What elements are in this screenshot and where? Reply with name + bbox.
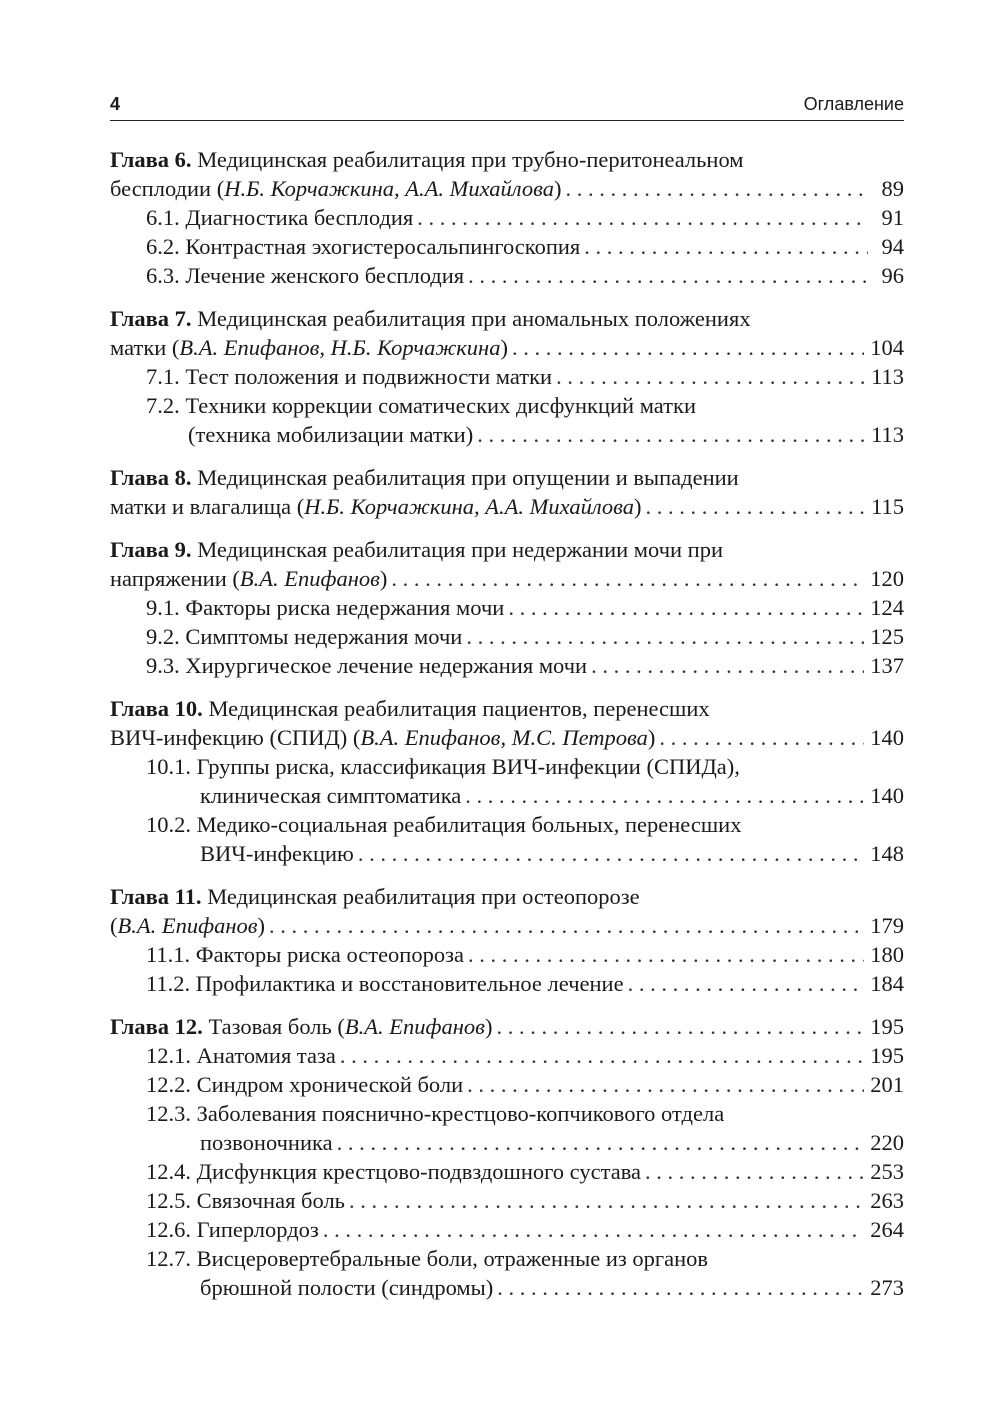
section-title-line: 10.2. Медико-социальная реабилитация больных, перенесших	[146, 812, 742, 837]
toc-entry-line	[110, 651, 904, 680]
section-title: 7.1. Тест положения и подвижности матки	[146, 364, 553, 389]
dot-leader	[556, 362, 865, 391]
entry-text	[146, 593, 508, 622]
chapter-title-end: )	[553, 176, 562, 201]
entry-text	[146, 1157, 645, 1186]
page-ref: 140	[870, 725, 904, 750]
page-ref: 113	[871, 422, 904, 447]
chapter-title-cont: матки и влагалища (	[110, 494, 305, 519]
toc-entry-line	[110, 203, 904, 232]
dot-leader	[496, 1012, 864, 1041]
chapter-block	[110, 463, 904, 521]
running-title: Оглавление	[803, 94, 904, 114]
toc-entry-line	[110, 911, 904, 940]
page-ref: 113	[871, 364, 904, 389]
toc-entry-line	[110, 492, 904, 521]
section-title-cont: клиническая симптоматика	[200, 783, 462, 808]
dot-leader	[512, 333, 864, 362]
toc-entry-line	[110, 232, 904, 261]
section-title-line: 12.7. Висцеровертебральные боли, отраженные из органов	[146, 1246, 709, 1271]
page-ref: 195	[870, 1043, 904, 1068]
dot-leader	[508, 593, 864, 622]
page-ref: 195	[870, 1014, 904, 1039]
page-ref: 124	[870, 595, 904, 620]
chapter-label: Глава 11.	[110, 884, 202, 909]
page-ref: 140	[870, 783, 904, 808]
dot-leader	[468, 261, 868, 290]
dot-leader	[628, 969, 865, 998]
toc-entry-line	[110, 622, 904, 651]
dot-leader	[269, 911, 864, 940]
table-of-contents	[110, 145, 904, 1316]
entry-text	[146, 651, 591, 680]
entry-text	[146, 1070, 467, 1099]
entry-text	[146, 969, 628, 998]
chapter-title-end: )	[647, 725, 656, 750]
section-title: 9.3. Хирургическое лечение недержания мочи	[146, 653, 588, 678]
toc-entry-line	[110, 261, 904, 290]
entry-text	[146, 203, 417, 232]
entry-text	[110, 1012, 496, 1041]
chapter-title-cont: матки (	[110, 335, 180, 360]
dot-leader	[497, 1273, 864, 1302]
section-title: 12.2. Синдром хронической боли	[146, 1072, 464, 1097]
chapter-block	[110, 304, 904, 449]
page-ref: 120	[870, 566, 904, 591]
chapter-label: Глава 9.	[110, 537, 192, 562]
toc-entry-line	[110, 1128, 904, 1157]
toc-entry-line	[110, 1157, 904, 1186]
toc-entry-line	[110, 333, 904, 362]
entry-text	[146, 232, 584, 261]
chapter-authors: В.А. Епифанов	[239, 566, 380, 591]
chapter-title-cont: (	[110, 913, 118, 938]
chapter-block	[110, 694, 904, 868]
chapter-title-end: )	[484, 1014, 493, 1039]
section-title: 9.1. Факторы риска недержания мочи	[146, 595, 505, 620]
section-title: 12.4. Дисфункция крестцово-подвздошного сустава	[146, 1159, 642, 1184]
toc-entry-line	[110, 1041, 904, 1070]
chapter-authors: В.А. Епифанов	[344, 1014, 485, 1039]
toc-entry-line	[110, 1186, 904, 1215]
toc-entry-line	[110, 940, 904, 969]
dot-leader	[468, 940, 864, 969]
toc-entry-line	[110, 174, 904, 203]
page-number: 4	[110, 94, 121, 114]
dot-leader	[565, 174, 868, 203]
chapter-title-end: )	[379, 566, 388, 591]
section-title-cont: ВИЧ-инфекцию	[200, 841, 354, 866]
chapter-title: Медицинская реабилитация при опущении и выпадении	[197, 465, 739, 490]
dot-leader	[591, 651, 864, 680]
entry-text	[110, 333, 512, 362]
toc-entry-line	[110, 362, 904, 391]
entry-text	[110, 492, 646, 521]
entry-text	[146, 1215, 323, 1244]
toc-entry-line	[110, 1070, 904, 1099]
chapter-title: Медицинская реабилитация при остеопорозе	[207, 884, 640, 909]
dot-leader	[349, 1186, 864, 1215]
dot-leader	[340, 1041, 864, 1070]
section-title-cont: брюшной полости (синдромы)	[200, 1275, 494, 1300]
chapter-title-cont: напряжении (	[110, 566, 240, 591]
toc-entry-line	[110, 1012, 904, 1041]
section-title: 6.2. Контрастная эхогистеросальпингоскопия	[146, 234, 581, 259]
chapter-title-cont: бесплодии (	[110, 176, 225, 201]
chapter-authors: В.А. Епифанов, М.С. Петрова	[360, 725, 648, 750]
entry-text	[146, 940, 468, 969]
entry-text	[146, 1186, 349, 1215]
dot-leader	[646, 492, 866, 521]
chapter-authors: Н.Б. Корчажкина, А.А. Михайлова	[304, 494, 635, 519]
dot-leader	[337, 1128, 865, 1157]
entry-text	[188, 420, 477, 449]
page-ref: 220	[870, 1130, 904, 1155]
chapter-title: Тазовая боль (	[208, 1014, 345, 1039]
entry-text	[146, 1041, 340, 1070]
entry-text	[200, 839, 358, 868]
chapter-title: Медицинская реабилитация при недержании мочи при	[197, 537, 724, 562]
section-title-cont: (техника мобилизации матки)	[188, 422, 474, 447]
page-ref: 148	[870, 841, 904, 866]
entry-text	[110, 911, 269, 940]
dot-leader	[466, 622, 864, 651]
chapter-title-line	[110, 463, 904, 492]
section-title: 6.1. Диагностика бесплодия	[146, 205, 414, 230]
page-ref: 94	[881, 234, 904, 259]
page-ref: 179	[870, 913, 904, 938]
section-title: 6.3. Лечение женского бесплодия	[146, 263, 465, 288]
dot-leader	[465, 781, 864, 810]
chapter-block	[110, 882, 904, 998]
section-title-line: 10.1. Группы риска, классификация ВИЧ-инфекции (СПИДа),	[146, 754, 740, 779]
section-title: 12.6. Гиперлордоз	[146, 1217, 319, 1242]
entry-text	[110, 564, 391, 593]
dot-leader	[477, 420, 865, 449]
chapter-authors: В.А. Епифанов	[117, 913, 258, 938]
chapter-label: Глава 6.	[110, 147, 192, 172]
page-ref: 184	[870, 971, 904, 996]
entry-text	[200, 1273, 497, 1302]
entry-text	[200, 1128, 337, 1157]
chapter-title-line	[110, 304, 904, 333]
toc-entry-line	[110, 564, 904, 593]
chapter-block	[110, 535, 904, 680]
chapter-title-end: )	[634, 494, 642, 519]
chapter-title-line	[110, 535, 904, 564]
page-ref: 253	[870, 1159, 904, 1184]
page-ref: 96	[881, 263, 904, 288]
entry-text	[110, 723, 659, 752]
entry-text	[146, 622, 466, 651]
dot-leader	[417, 203, 868, 232]
section-title-cont: позвоночника	[200, 1130, 333, 1155]
section-title-line: 12.3. Заболевания пояснично-крестцово-копчикового отдела	[146, 1101, 725, 1126]
chapter-title-end: )	[500, 335, 508, 360]
toc-entry-line	[110, 723, 904, 752]
dot-leader	[584, 232, 868, 261]
dot-leader	[391, 564, 864, 593]
entry-text	[146, 261, 468, 290]
chapter-label: Глава 7.	[110, 306, 192, 331]
page-ref: 89	[881, 176, 904, 201]
chapter-title: Медицинская реабилитация при трубно-перитонеальном	[197, 147, 744, 172]
dot-leader	[645, 1157, 864, 1186]
page-ref: 91	[881, 205, 904, 230]
section-title: 9.2. Симптомы недержания мочи	[146, 624, 463, 649]
chapter-block	[110, 1012, 904, 1302]
chapter-title-line	[110, 882, 904, 911]
chapter-title-cont: ВИЧ-инфекцию (СПИД) (	[110, 725, 361, 750]
section-title: 11.1. Факторы риска остеопороза	[146, 942, 464, 967]
page-ref: 180	[870, 942, 904, 967]
page-ref: 263	[870, 1188, 904, 1213]
toc-entry-line	[110, 781, 904, 810]
chapter-title-line	[110, 694, 904, 723]
toc-entry-line	[110, 1273, 904, 1302]
page-ref: 137	[870, 653, 904, 678]
chapter-authors: Н.Б. Корчажкина, А.А. Михайлова	[224, 176, 554, 201]
chapter-label: Глава 10.	[110, 696, 203, 721]
page-ref: 264	[870, 1217, 904, 1242]
dot-leader	[358, 839, 864, 868]
chapter-label: Глава 8.	[110, 465, 192, 490]
entry-text	[200, 781, 465, 810]
page-ref: 115	[871, 494, 904, 519]
section-title: 12.1. Анатомия таза	[146, 1043, 336, 1068]
chapter-block	[110, 145, 904, 290]
entry-text	[146, 362, 556, 391]
page-ref: 125	[870, 624, 904, 649]
dot-leader	[323, 1215, 864, 1244]
toc-entry-line	[110, 420, 904, 449]
page-ref: 104	[870, 335, 904, 360]
dot-leader	[659, 723, 864, 752]
entry-text	[110, 174, 565, 203]
toc-entry-line	[110, 969, 904, 998]
running-header	[110, 92, 904, 121]
page-ref: 201	[870, 1072, 904, 1097]
chapter-title: Медицинская реабилитация пациентов, перенесших	[208, 696, 710, 721]
toc-entry-line	[110, 839, 904, 868]
section-title: 11.2. Профилактика и восстановительное лечение	[146, 971, 624, 996]
chapter-title: Медицинская реабилитация при аномальных положениях	[197, 306, 751, 331]
chapter-title-end: )	[257, 913, 266, 938]
section-title-line: 7.2. Техники коррекции соматических дисфункций матки	[146, 393, 696, 418]
chapter-title-line	[110, 145, 904, 174]
page-ref: 273	[870, 1275, 904, 1300]
toc-entry-line	[110, 593, 904, 622]
section-title: 12.5. Связочная боль	[146, 1188, 345, 1213]
dot-leader	[467, 1070, 864, 1099]
chapter-authors: В.А. Епифанов, Н.Б. Корчажкина	[179, 335, 501, 360]
chapter-label: Глава 12.	[110, 1014, 203, 1039]
toc-entry-line	[110, 1215, 904, 1244]
